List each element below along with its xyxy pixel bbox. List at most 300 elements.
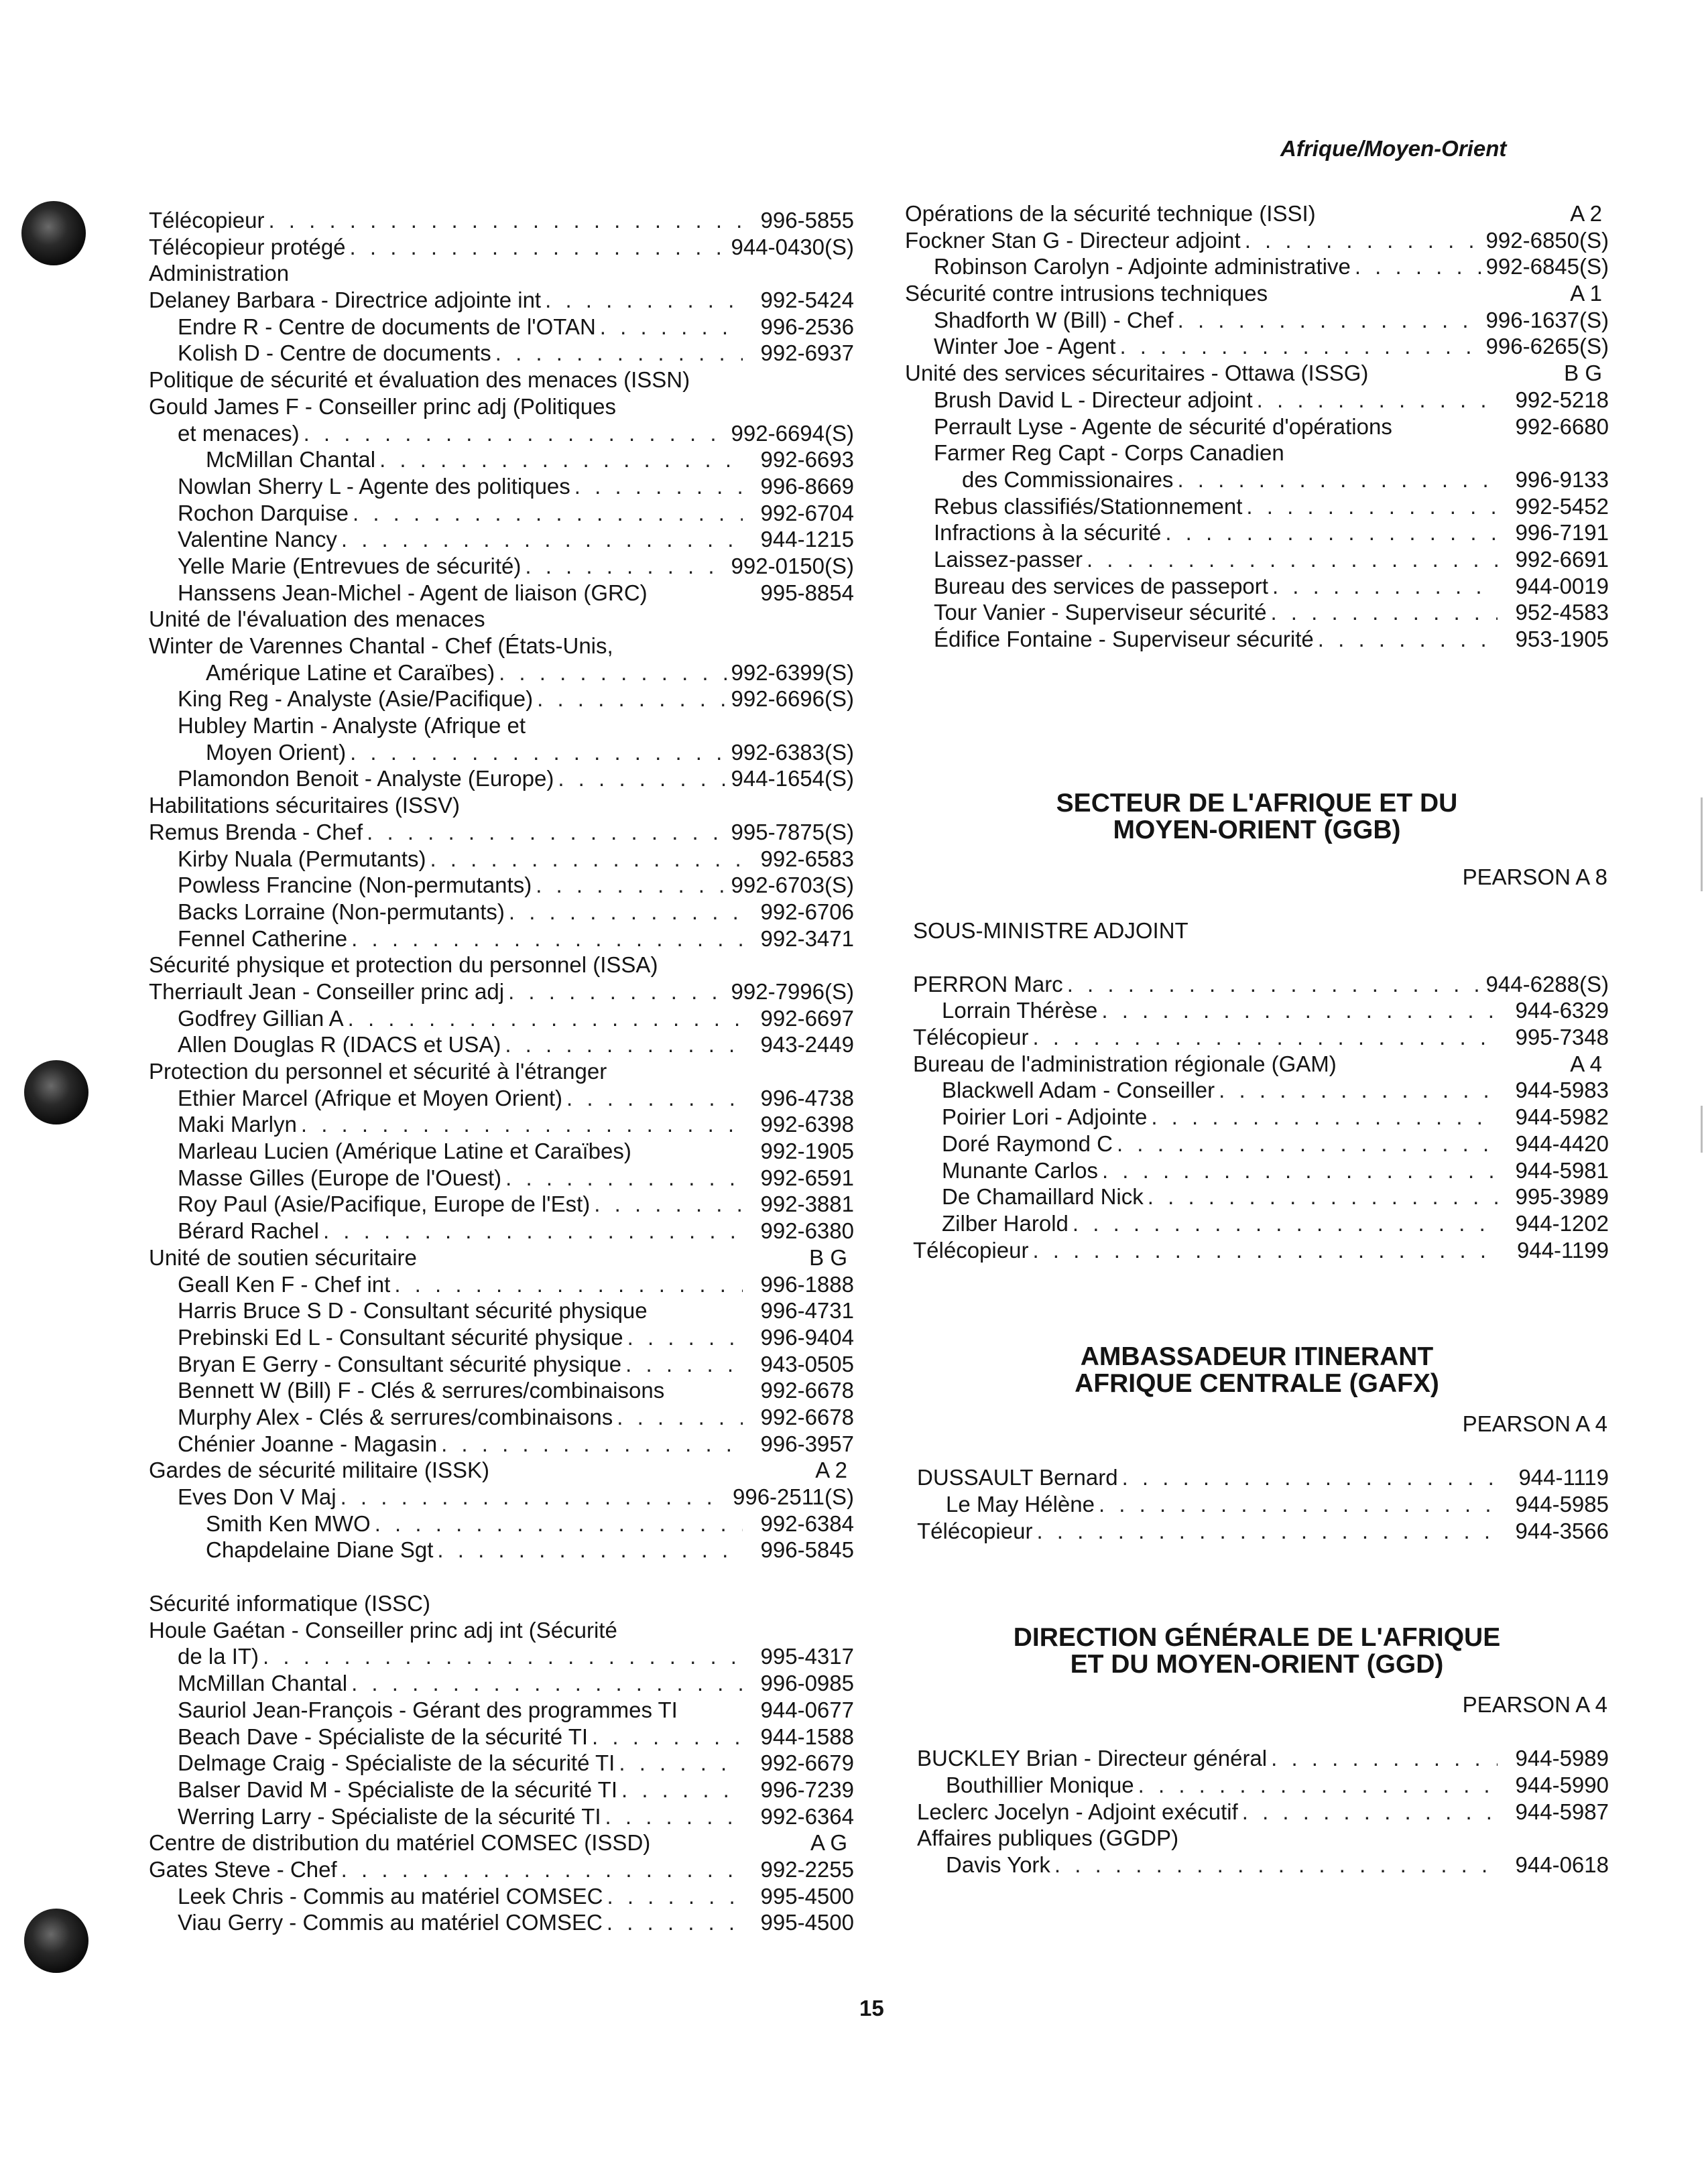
entry-phone: 996-9133 xyxy=(1515,466,1609,492)
entry-label: Opérations de la sécurité technique (ISSI) xyxy=(905,201,1316,226)
entry-label: BUCKLEY Brian - Directeur général xyxy=(917,1746,1268,1771)
directory-entry xyxy=(149,1085,854,1112)
dot-leader xyxy=(341,526,743,553)
directory-entry xyxy=(149,1244,854,1271)
dot-leader xyxy=(268,207,743,234)
dot-leader xyxy=(1355,253,1482,280)
section-ggd xyxy=(905,1624,1609,1878)
dot-leader xyxy=(1165,519,1498,546)
entry-label: Bennett W (Bill) F - Clés & serrures/combinaisons xyxy=(178,1378,665,1403)
entry-label: Nowlan Sherry L - Agente des politiques xyxy=(178,473,570,499)
entry-label: Hubley Martin - Analyste (Afrique et xyxy=(178,713,526,738)
dot-leader xyxy=(1054,1852,1498,1878)
directory-entry xyxy=(149,1404,854,1431)
dot-leader xyxy=(1036,1518,1498,1545)
entry-label: Bérard Rachel xyxy=(178,1218,319,1244)
entry-label: Allen Douglas R (IDACS et USA) xyxy=(178,1032,501,1057)
dot-leader xyxy=(545,287,743,314)
entry-label: Gould James F - Conseiller princ adj (Politiques xyxy=(149,393,616,419)
entry-label: Farmer Reg Capt - Corps Canadien xyxy=(934,440,1284,466)
directory-entry xyxy=(149,1191,854,1218)
dot-leader xyxy=(594,1191,743,1218)
entry-label: Chapdelaine Diane Sgt xyxy=(206,1537,434,1563)
directory-entry xyxy=(149,526,854,553)
entry-label: Kolish D - Centre de documents xyxy=(178,340,491,366)
dot-leader xyxy=(619,1750,743,1777)
entry-phone: 995-4500 xyxy=(760,1883,854,1909)
dot-leader xyxy=(1117,1131,1498,1157)
directory-entry xyxy=(149,207,854,234)
directory-entry xyxy=(149,1643,854,1670)
dot-leader xyxy=(437,1537,743,1563)
dot-leader xyxy=(304,420,727,447)
dot-leader xyxy=(505,1031,743,1058)
directory-entry xyxy=(149,1377,854,1404)
entry-label: Smith Ken MWO xyxy=(206,1511,371,1536)
dot-leader xyxy=(1032,1024,1498,1051)
dot-leader xyxy=(1138,1772,1498,1799)
entry-label: Valentine Nancy xyxy=(178,527,337,552)
entry-label: Perrault Lyse - Agente de sécurité d'opérations xyxy=(934,413,1392,439)
entry-label: Tour Vanier - Superviseur sécurité xyxy=(934,600,1267,625)
directory-entry xyxy=(913,1104,1609,1131)
entry-location-code: A 4 xyxy=(1570,1051,1602,1076)
dot-leader xyxy=(509,899,743,925)
dot-leader xyxy=(605,1803,743,1830)
directory-entry xyxy=(905,546,1609,573)
entry-label: Winter Joe - Agent xyxy=(934,334,1116,359)
entry-label: Sauriol Jean-François - Gérant des programmes TI xyxy=(178,1697,678,1722)
entry-phone: 992-6398 xyxy=(760,1112,854,1137)
entry-phone: 992-6678 xyxy=(760,1404,854,1429)
entry-label: Robinson Carolyn - Adjointe administrative xyxy=(934,254,1351,279)
entry-phone: 992-6703(S) xyxy=(731,873,854,898)
dot-leader xyxy=(1073,1210,1498,1237)
directory-entry xyxy=(149,553,854,580)
right-column xyxy=(905,200,1609,1878)
dot-leader xyxy=(1101,997,1498,1024)
entry-label: Balser David M - Spécialiste de la sécurité TI xyxy=(178,1777,617,1802)
directory-entry xyxy=(149,819,854,846)
directory-entry xyxy=(149,234,854,261)
entry-phone: 996-2511(S) xyxy=(732,1484,854,1509)
section-entries xyxy=(905,971,1609,1264)
entry-phone: 943-2449 xyxy=(760,1032,854,1057)
entry-phone: 992-3471 xyxy=(760,925,854,951)
section-title: AMBASSADEUR ITINERANT AFRIQUE CENTRALE (GAFX) xyxy=(1075,1342,1439,1399)
dot-leader xyxy=(1257,387,1498,413)
directory-entry xyxy=(149,1856,854,1883)
directory-entry xyxy=(905,493,1609,520)
directory-entry xyxy=(149,1617,854,1644)
entry-phone: 952-4583 xyxy=(1515,600,1609,625)
entry-label: Sécurité physique et protection du personnel (ISSA) xyxy=(149,952,658,978)
dot-leader xyxy=(1242,1799,1498,1825)
entry-phone: 944-1588 xyxy=(760,1724,854,1749)
entry-phone: 992-6679 xyxy=(760,1750,854,1776)
entry-phone: 992-6384 xyxy=(760,1511,854,1536)
entry-phone: 944-5982 xyxy=(1515,1104,1609,1130)
entry-label: Delmage Craig - Spécialiste de la sécurité TI xyxy=(178,1750,615,1776)
entry-label: Leek Chris - Commis au matériel COMSEC xyxy=(178,1883,603,1909)
entry-phone: 944-1119 xyxy=(1518,1465,1609,1490)
directory-entry xyxy=(149,1058,854,1085)
entry-label: Politique de sécurité et évaluation des menaces (ISSN) xyxy=(149,367,690,393)
entry-location-code: A 2 xyxy=(1570,201,1602,226)
entry-phone: 992-6680 xyxy=(1515,413,1609,439)
dot-leader xyxy=(537,686,727,712)
dot-leader xyxy=(495,340,743,367)
entry-label: Munante Carlos xyxy=(942,1157,1098,1183)
entry-phone: 992-5218 xyxy=(1515,387,1609,412)
binder-hole-middle xyxy=(24,1060,88,1125)
directory-entry xyxy=(149,712,854,739)
directory-entry xyxy=(917,1799,1609,1825)
dot-leader xyxy=(566,1085,743,1112)
dot-leader xyxy=(375,1511,743,1537)
entry-phone: 992-2255 xyxy=(760,1856,854,1882)
dot-leader xyxy=(592,1724,743,1750)
entry-label: Unité des services sécuritaires - Ottawa (ISSG) xyxy=(905,361,1369,386)
entry-phone: 992-6383(S) xyxy=(731,739,854,765)
entry-label: Bureau de l'administration régionale (GAM) xyxy=(913,1051,1337,1076)
entry-phone: 992-6704 xyxy=(760,500,854,525)
dot-leader xyxy=(627,1324,743,1351)
entry-label: Leclerc Jocelyn - Adjoint exécutif xyxy=(917,1799,1238,1824)
directory-entry xyxy=(913,1051,1609,1078)
entry-label: De Chamaillard Nick xyxy=(942,1184,1144,1210)
directory-entry xyxy=(913,1237,1609,1264)
directory-entry xyxy=(149,367,854,393)
entry-label: Godfrey Gillian A xyxy=(178,1005,344,1031)
dot-leader xyxy=(351,925,743,952)
entry-phone: 995-7875(S) xyxy=(731,819,854,844)
entry-phone: 996-4731 xyxy=(760,1298,854,1324)
directory-entry xyxy=(149,765,854,792)
directory-entry xyxy=(905,253,1609,280)
dot-leader xyxy=(323,1218,743,1244)
directory-entry xyxy=(149,739,854,766)
directory-entry xyxy=(917,1852,1609,1878)
dot-leader xyxy=(1318,626,1498,653)
dot-leader xyxy=(367,819,727,846)
entry-label: Centre de distribution du matériel COMSEC (ISSD) xyxy=(149,1830,651,1856)
entry-phone: 992-5424 xyxy=(760,287,854,313)
entry-label: Infractions à la sécurité xyxy=(934,520,1162,545)
dot-leader xyxy=(1122,1464,1498,1491)
entry-label: Habilitations sécuritaires (ISSV) xyxy=(149,793,460,818)
entry-label: Remus Brenda - Chef xyxy=(149,819,363,844)
dot-leader xyxy=(536,872,727,899)
dot-leader xyxy=(621,1777,743,1803)
entry-phone: 944-0677 xyxy=(760,1697,854,1722)
entry-phone: 996-3957 xyxy=(760,1431,854,1456)
directory-entry xyxy=(149,446,854,473)
dot-leader xyxy=(394,1271,743,1298)
directory-entry xyxy=(905,413,1609,440)
entry-label: Le May Hélène xyxy=(946,1491,1095,1517)
dot-leader xyxy=(1245,227,1482,254)
directory-entry xyxy=(913,997,1609,1024)
directory-entry xyxy=(149,1484,854,1511)
entry-label: Harris Bruce S D - Consultant sécurité physique xyxy=(178,1298,648,1324)
directory-entry xyxy=(149,925,854,952)
entry-label: Chénier Joanne - Magasin xyxy=(178,1431,438,1456)
entry-label: des Commissionaires xyxy=(962,466,1174,492)
entry-phone: 953-1905 xyxy=(1515,627,1609,651)
entry-phone: 944-1215 xyxy=(760,527,854,552)
entry-label: Protection du personnel et sécurité à l'étranger xyxy=(149,1059,607,1084)
spacer xyxy=(149,1563,854,1590)
entry-label: Roy Paul (Asie/Pacifique, Europe de l'Est) xyxy=(178,1192,591,1217)
entry-label: Ethier Marcel (Afrique et Moyen Orient) xyxy=(178,1085,563,1110)
entry-phone: 944-6329 xyxy=(1515,998,1609,1023)
directory-entry xyxy=(149,314,854,340)
entry-phone: 992-6696(S) xyxy=(731,686,854,712)
directory-entry xyxy=(149,393,854,420)
entry-label: Télécopieur xyxy=(913,1237,1029,1263)
dot-leader xyxy=(1087,546,1498,573)
directory-entry xyxy=(149,792,854,819)
directory-entry xyxy=(905,280,1609,307)
directory-entry xyxy=(149,872,854,899)
subhead-label: SOUS-MINISTRE ADJOINT xyxy=(913,917,1189,943)
entry-label: King Reg - Analyste (Asie/Pacifique) xyxy=(178,686,534,712)
dot-leader xyxy=(1246,493,1498,520)
entry-label: Moyen Orient) xyxy=(206,739,347,765)
entry-phone: 992-6845(S) xyxy=(1485,254,1609,279)
entry-phone: 944-6288(S) xyxy=(1485,971,1609,997)
directory-entry xyxy=(149,1537,854,1563)
entry-phone: 992-0150(S) xyxy=(731,553,854,578)
entry-label: Davis York xyxy=(946,1852,1050,1878)
entry-phone: 996-6265(S) xyxy=(1485,334,1609,359)
dot-leader xyxy=(1148,1183,1498,1210)
directory-entry xyxy=(149,420,854,447)
dot-leader xyxy=(499,659,727,686)
entry-phone: 995-4317 xyxy=(760,1644,854,1669)
entry-label: Télécopieur xyxy=(913,1025,1029,1050)
entry-phone: 992-1905 xyxy=(760,1139,854,1164)
directory-entry xyxy=(913,1157,1609,1184)
entry-label: Édifice Fontaine - Superviseur sécurité xyxy=(934,627,1314,651)
entry-label: Murphy Alex - Clés & serrures/combinaisons xyxy=(178,1404,613,1429)
scan-edge-mark xyxy=(1701,797,1703,891)
entry-label: Eves Don V Maj xyxy=(178,1484,337,1509)
directory-entry xyxy=(149,287,854,314)
entry-location-code: A 2 xyxy=(815,1458,847,1483)
entry-label: Bouthillier Monique xyxy=(946,1773,1134,1797)
directory-entry xyxy=(149,1297,854,1324)
directory-entry xyxy=(917,1772,1609,1799)
entry-phone: 996-4738 xyxy=(760,1085,854,1110)
dot-leader xyxy=(617,1404,743,1431)
entry-phone: 995-7348 xyxy=(1515,1025,1609,1050)
left-column xyxy=(149,207,854,1936)
location-label: PEARSON A 8 xyxy=(1462,864,1607,889)
entry-label: Backs Lorraine (Non-permutants) xyxy=(178,899,505,924)
entry-location-code: A 1 xyxy=(1570,281,1602,306)
entry-phone: 944-0618 xyxy=(1515,1852,1609,1878)
directory-entry xyxy=(149,659,854,686)
dot-leader xyxy=(1067,971,1482,998)
directory-entry xyxy=(149,1697,854,1724)
entry-label: Marleau Lucien (Amérique Latine et Caraïbes) xyxy=(178,1139,631,1164)
directory-entry xyxy=(149,1271,854,1298)
section-title: SECTEUR DE L'AFRIQUE ET DU MOYEN-ORIENT (GGB) xyxy=(1056,788,1458,844)
entry-label: Masse Gilles (Europe de l'Ouest) xyxy=(178,1165,502,1190)
directory-entry xyxy=(149,1138,854,1165)
directory-entry xyxy=(913,1210,1609,1237)
entry-label: McMillan Chantal xyxy=(178,1671,348,1696)
entry-label: Administration xyxy=(149,261,290,286)
binder-hole-bottom xyxy=(24,1909,88,1973)
entry-phone: 996-1888 xyxy=(760,1271,854,1297)
entry-phone: 944-1654(S) xyxy=(731,766,854,791)
entry-label: Amérique Latine et Caraïbes) xyxy=(206,659,495,685)
directory-entry xyxy=(149,1005,854,1032)
entry-phone: 995-8854 xyxy=(760,580,854,605)
dot-leader xyxy=(353,500,743,527)
entry-phone: 996-9404 xyxy=(760,1324,854,1350)
entry-label: Poirier Lori - Adjointe xyxy=(942,1104,1148,1130)
directory-entry xyxy=(905,440,1609,466)
directory-entry xyxy=(149,633,854,659)
dot-leader xyxy=(1219,1077,1498,1104)
dot-leader xyxy=(351,1670,743,1697)
directory-entry xyxy=(905,387,1609,413)
dot-leader xyxy=(1178,307,1482,334)
directory-entry xyxy=(149,1031,854,1058)
directory-entry xyxy=(917,1491,1609,1518)
entry-label: Viau Gerry - Commis au matériel COMSEC xyxy=(178,1910,603,1935)
entry-label: Delaney Barbara - Directrice adjointe int xyxy=(149,287,542,313)
dot-leader xyxy=(1271,1745,1498,1772)
entry-phone: 992-6693 xyxy=(760,447,854,472)
directory-entry xyxy=(149,846,854,873)
entry-phone: 992-6364 xyxy=(760,1803,854,1829)
entry-label: Télécopieur protégé xyxy=(149,234,346,259)
dot-leader xyxy=(505,1165,743,1192)
entry-label: Sécurité informatique (ISSC) xyxy=(149,1591,430,1616)
directory-entry xyxy=(913,1183,1609,1210)
entry-phone: 992-6583 xyxy=(760,846,854,871)
directory-entry xyxy=(149,1165,854,1192)
entry-label: Sécurité contre intrusions techniques xyxy=(905,281,1268,306)
directory-entry xyxy=(905,573,1609,600)
directory-entry xyxy=(917,1518,1609,1545)
entry-label: Affaires publiques (GGDP) xyxy=(917,1825,1179,1851)
dot-leader xyxy=(574,473,743,500)
entry-phone: 944-3566 xyxy=(1515,1518,1609,1543)
directory-entry xyxy=(149,1803,854,1830)
directory-entry xyxy=(149,1457,854,1484)
entry-label: Plamondon Benoit - Analyste (Europe) xyxy=(178,766,554,791)
entry-phone: 944-0019 xyxy=(1515,573,1609,598)
entry-label: DUSSAULT Bernard xyxy=(917,1465,1118,1490)
dot-leader xyxy=(1270,599,1498,626)
entry-phone: 992-6937 xyxy=(760,340,854,366)
entry-label: Fockner Stan G - Directeur adjoint xyxy=(905,227,1241,253)
entry-label: Fennel Catherine xyxy=(178,925,348,951)
dot-leader xyxy=(301,1111,743,1138)
directory-entry xyxy=(149,580,854,606)
directory-entry xyxy=(913,1024,1609,1051)
entry-label: PERRON Marc xyxy=(913,971,1063,997)
page-section-title: Afrique/Moyen-Orient xyxy=(1280,136,1507,161)
entry-label: Télécopieur xyxy=(917,1518,1033,1543)
entry-phone: 944-0430(S) xyxy=(731,234,854,259)
entry-phone: 944-5989 xyxy=(1515,1746,1609,1771)
dot-leader xyxy=(558,765,727,792)
entry-label: Winter de Varennes Chantal - Chef (États-Unis, xyxy=(149,633,613,658)
dot-leader xyxy=(1099,1491,1498,1518)
dot-leader xyxy=(607,1909,743,1936)
entry-label: Gates Steve - Chef xyxy=(149,1856,337,1882)
dot-leader xyxy=(341,1484,729,1511)
entry-label: Beach Dave - Spécialiste de la sécurité TI xyxy=(178,1724,589,1749)
section-title: DIRECTION GÉNÉRALE DE L'AFRIQUE ET DU MOYEN-ORIENT (GGD) xyxy=(1013,1623,1501,1679)
directory-entry xyxy=(913,1131,1609,1157)
entry-phone: 992-6380 xyxy=(760,1218,854,1244)
entry-phone: 996-8669 xyxy=(760,473,854,499)
scan-edge-mark xyxy=(1701,1106,1703,1153)
entry-phone: 943-0505 xyxy=(760,1351,854,1376)
entry-phone: 944-5987 xyxy=(1515,1799,1609,1824)
entry-label: Powless Francine (Non-permutants) xyxy=(178,873,532,898)
directory-entry xyxy=(149,473,854,500)
entry-phone: 992-6691 xyxy=(1515,546,1609,572)
directory-entry xyxy=(917,1464,1609,1491)
directory-entry xyxy=(905,333,1609,360)
directory-entry xyxy=(149,1777,854,1803)
directory-entry xyxy=(905,466,1609,493)
directory-entry xyxy=(149,899,854,925)
entry-phone: 992-6706 xyxy=(760,899,854,924)
entry-label: Werring Larry - Spécialiste de la sécurité TI xyxy=(178,1803,601,1829)
dot-leader xyxy=(600,314,743,340)
entry-location-code: B G xyxy=(809,1244,847,1270)
entry-label: Geall Ken F - Chef int xyxy=(178,1271,391,1297)
directory-entry xyxy=(905,307,1609,334)
dot-leader xyxy=(379,446,743,473)
entry-phone: 944-5990 xyxy=(1515,1773,1609,1797)
section-ggb xyxy=(905,790,1609,1264)
entry-label: Télécopieur xyxy=(149,208,265,233)
entry-label: et menaces) xyxy=(178,420,300,446)
entry-label: Bryan E Gerry - Consultant sécurité physique xyxy=(178,1351,622,1376)
entry-location-code: A G xyxy=(810,1830,847,1856)
binder-hole-top xyxy=(21,201,86,265)
dot-leader xyxy=(607,1883,743,1910)
right-top-list xyxy=(905,200,1609,653)
entry-label: Yelle Marie (Entrevues de sécurité) xyxy=(178,553,522,578)
entry-label: Unité de l'évaluation des menaces xyxy=(149,606,485,632)
directory-entry xyxy=(917,1745,1609,1772)
dot-leader xyxy=(1102,1157,1498,1184)
entry-label: Blackwell Adam - Conseiller xyxy=(942,1078,1215,1103)
entry-phone: 944-5981 xyxy=(1515,1157,1609,1183)
entry-phone: 992-6850(S) xyxy=(1485,227,1609,253)
entry-phone: 996-5855 xyxy=(760,208,854,233)
directory-entry xyxy=(149,1590,854,1617)
directory-entry xyxy=(149,1724,854,1750)
entry-label: McMillan Chantal xyxy=(206,447,376,472)
entry-phone: 992-6591 xyxy=(760,1165,854,1190)
entry-phone: 996-7191 xyxy=(1515,520,1609,545)
directory-entry xyxy=(913,971,1609,998)
dot-leader xyxy=(1151,1104,1498,1131)
